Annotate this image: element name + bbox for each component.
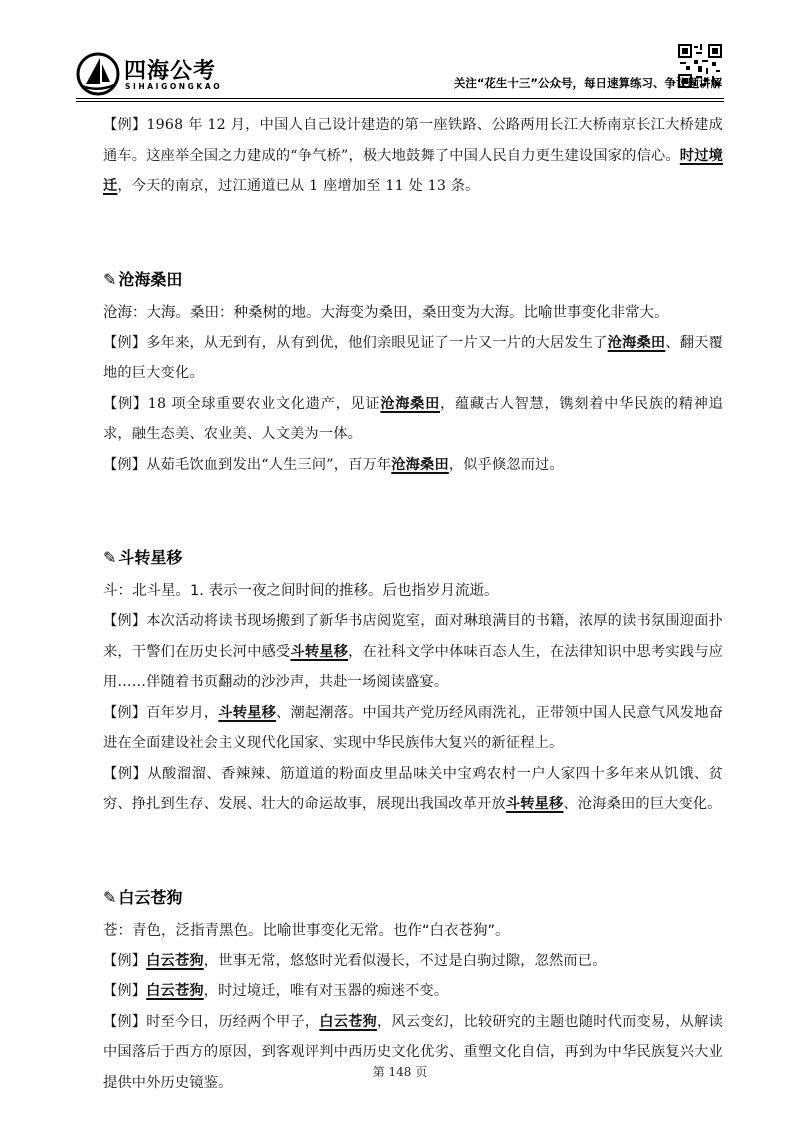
example-paragraph: 【例】白云苍狗，世事无常，悠悠时光看似漫长，不过是白驹过隙，忽然而已。 xyxy=(103,952,607,969)
highlight-term: 沧海桑田 xyxy=(380,395,441,412)
pen-icon: ✎ xyxy=(103,548,117,567)
section-canghai xyxy=(103,266,723,481)
page-header xyxy=(0,0,800,110)
term-heading xyxy=(103,544,723,572)
intro-example xyxy=(103,110,723,202)
example-paragraph: 【例】从茹毛饮血到发出“人生三问”，百万年沧海桑田，似乎倏忽而过。 xyxy=(103,456,564,473)
highlight-term: 时过境迁 xyxy=(103,147,723,194)
intro-line-4: 南京，过江通道已从 1 座增加至 11 处 13 条。 xyxy=(174,178,480,194)
term-title: 白云苍狗 xyxy=(118,887,183,907)
highlight-term: 斗转星移 xyxy=(218,704,277,721)
example-paragraph: 【例】从酸溜溜、香辣辣、筋道道的粉面皮里品味关中宝鸡农村一户人家四十多年来从饥饿、贫穷、挣扎到生存、发展、壮大的命运故事，展现出我国改革开放斗转星移、沧海桑田的巨大变化。 xyxy=(103,765,723,812)
highlight-term: 白云苍狗 xyxy=(146,952,204,969)
pen-icon: ✎ xyxy=(103,887,117,907)
brand-name-en: SIHAIGONGKAO xyxy=(125,82,223,91)
highlight-term: 斗转星移 xyxy=(505,796,564,812)
example-paragraph: 【例】时至今日，历经两个甲子，白云苍狗，风云变幻，比较研究的主题也随时代而变易，从解读中国落后于西方的原因，到客观评判中西历史文化优劣、重塑文化自信，再到为中华民族复兴大业提供中外历史镜鉴。 xyxy=(103,1013,723,1091)
term-definition: 沧海：大海。桑田：种桑树的地。大海变为桑田，桑田变为大海。比喻世事变化非常大。 xyxy=(103,304,669,321)
header-note: 关注“花生十三”公众号，每日速算练习、争议题讲解 xyxy=(453,76,722,90)
example-paragraph: 【例】18 项全球重要农业文化遗产，见证沧海桑田，蕴藏古人智慧，镌刻着中华民族的精神追求，融生态美、农业美、人文美为一体。 xyxy=(103,395,723,442)
highlight-term: 白云苍狗 xyxy=(319,1013,377,1030)
page-content xyxy=(103,108,723,1098)
example-paragraph: 【例】多年来，从无到有，从有到优，他们亲眼见证了一片又一片的大居发生了沧海桑田、翻天覆地的巨大变化。 xyxy=(103,334,723,381)
page-number: 第 148 页 xyxy=(372,1065,428,1079)
intro-line-1: 【例】1968 年 12 月，中国人自己设计建造的第一座铁路、公路两用长江大桥南京长江大桥建成通车。 xyxy=(103,117,723,164)
term-definition: 斗：北斗星。1. 表示一夜之间时间的推移。后也指岁月流逝。 xyxy=(103,583,499,599)
section-douzhuan xyxy=(103,544,723,820)
example-paragraph: 【例】白云苍狗，时过境迁，唯有对玉器的痴迷不变。 xyxy=(103,983,449,999)
term-heading xyxy=(103,266,723,294)
sail-logo-icon xyxy=(76,52,120,96)
highlight-term: 白云苍狗 xyxy=(146,983,204,999)
highlight-term: 沧海桑田 xyxy=(391,456,449,473)
term-definition: 苍：青色，泛指青黑色。比喻世事变化无常。也作“白衣苍狗”。 xyxy=(103,922,510,939)
term-heading xyxy=(103,884,723,912)
highlight-term: 斗转星移 xyxy=(290,643,349,660)
brand-logo xyxy=(76,52,286,98)
example-paragraph: 【例】本次活动将读书现场搬到了新华书店阅览室，面对琳琅满目的书籍，浓厚的读书氛围迎面扑来，干警们在历史长河中感受斗转星移，在社科文学中体味百态人生，在法律知识中思考实践与应用……伴随着书页翻动的沙沙声，共赴一场阅读盛宴。 xyxy=(103,613,723,690)
intro-line-2: 这座举全国之力建成的“争气桥”，极大地鼓舞了中国人民自力更生建设国家的信心。 xyxy=(146,147,680,164)
highlight-term: 沧海桑田 xyxy=(607,334,666,351)
brand-name: 四海公考 xyxy=(124,59,217,84)
term-title: 斗转星移 xyxy=(118,548,183,567)
pen-icon: ✎ xyxy=(103,269,117,289)
example-paragraph: 【例】百年岁月，斗转星移、潮起潮落。中国共产党历经风雨洗礼，正带领中国人民意气风发地奋进在全面建设社会主义现代化国家、实现中华民族伟大复兴的新征程上。 xyxy=(103,704,723,751)
intro-line-3: ，今天的 xyxy=(117,178,175,194)
header-rule-thin xyxy=(76,101,724,102)
term-title: 沧海桑田 xyxy=(118,269,183,289)
header-rule xyxy=(76,98,724,99)
